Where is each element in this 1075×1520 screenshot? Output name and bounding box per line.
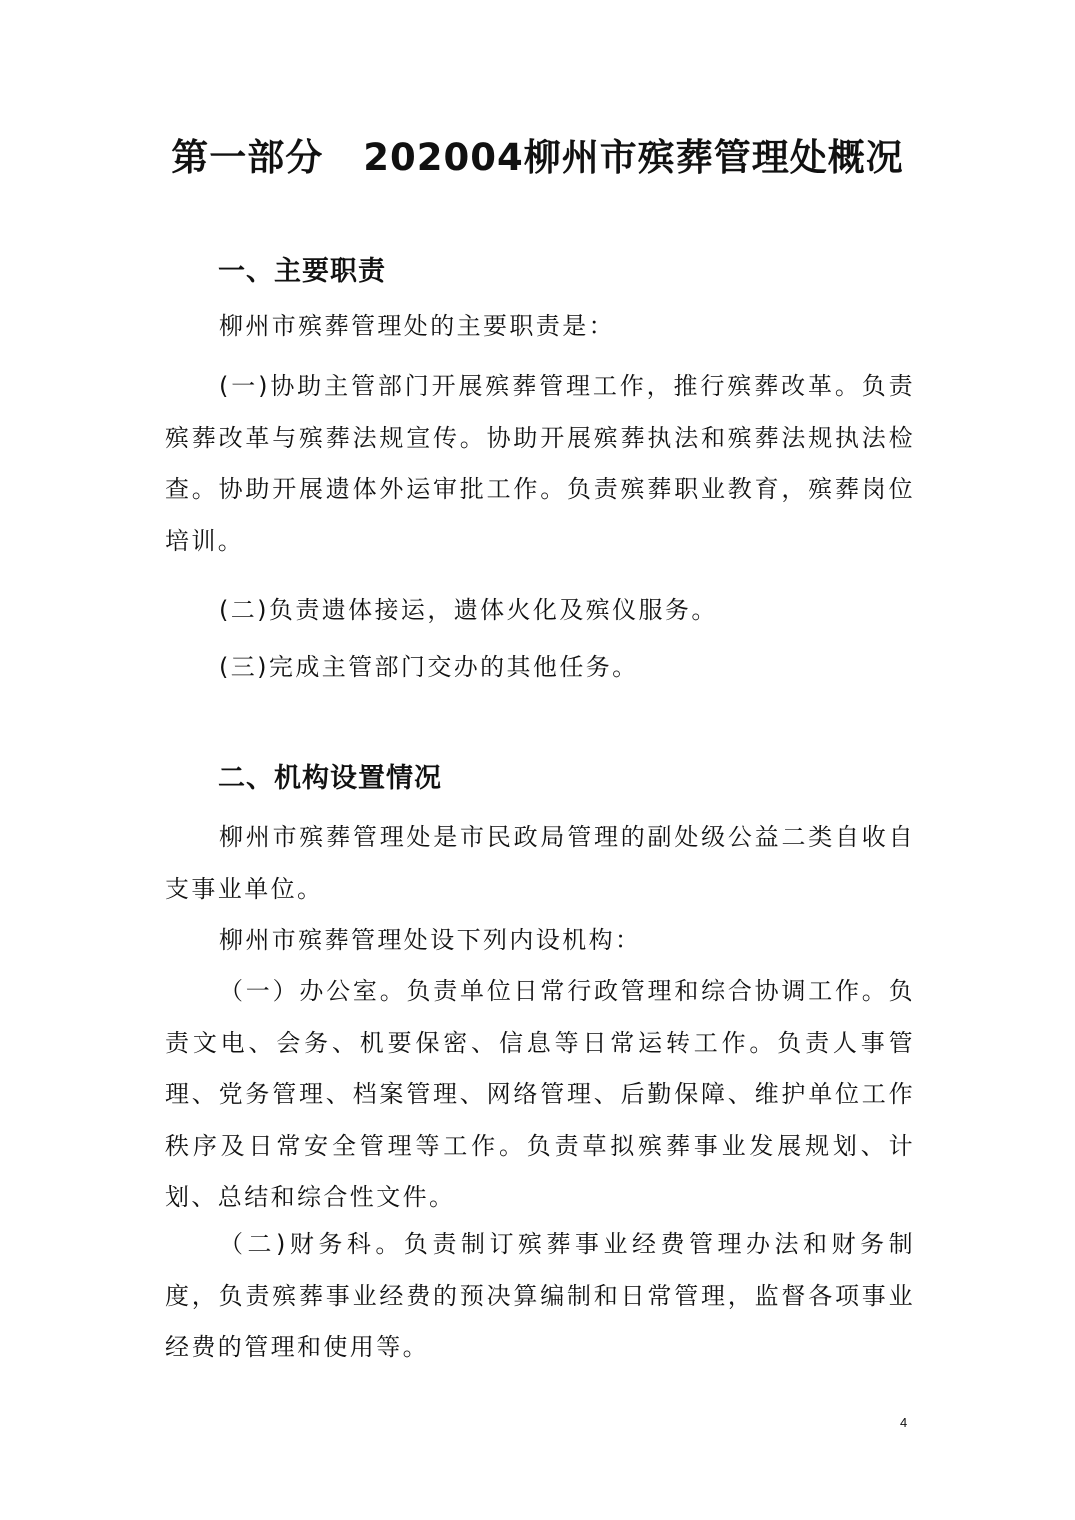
section-heading-organization: 二、机构设置情况 (218, 763, 442, 794)
title-part: 第一部分 (171, 136, 324, 179)
paragraph: 柳州市殡葬管理处的主要职责是： (219, 312, 615, 340)
title-name: 202004柳州市殡葬管理处概况 (363, 136, 904, 179)
paragraph: 柳州市殡葬管理处是市民政局管理的副处级公益二类自收自支事业单位。 (165, 823, 915, 903)
paragraph: 柳州市殡葬管理处设下列内设机构： (219, 926, 642, 954)
paragraph: (二)负责遗体接运，遗体火化及殡仪服务。 (219, 596, 718, 624)
page-number: 4 (900, 1415, 908, 1430)
paragraph: (一)协助主管部门开展殡葬管理工作，推行殡葬改革。负责殡葬改革与殡葬法规宣传。协助开展殡葬执法和殡葬法规执法检查。协助开展遗体外运审批工作。负责殡葬职业教育，殡葬岗位培训。 (165, 372, 915, 555)
page-title (0, 130, 1075, 186)
section-heading-responsibilities: 一、主要职责 (218, 256, 386, 287)
paragraph: （一）办公室。负责单位日常行政管理和综合协调工作。负责文电、会务、机要保密、信息等日常运转工作。负责人事管理、党务管理、档案管理、网络管理、后勤保障、维护单位工作秩序及日常安全管理等工作。负责草拟殡葬事业发展规划、计划、总结和综合性文件。 (165, 977, 915, 1211)
paragraph: （二)财务科。负责制订殡葬事业经费管理办法和财务制度，负责殡葬事业经费的预决算编制和日常管理，监督各项事业经费的管理和使用等。 (165, 1230, 915, 1361)
paragraph: (三)完成主管部门交办的其他任务。 (219, 653, 639, 681)
